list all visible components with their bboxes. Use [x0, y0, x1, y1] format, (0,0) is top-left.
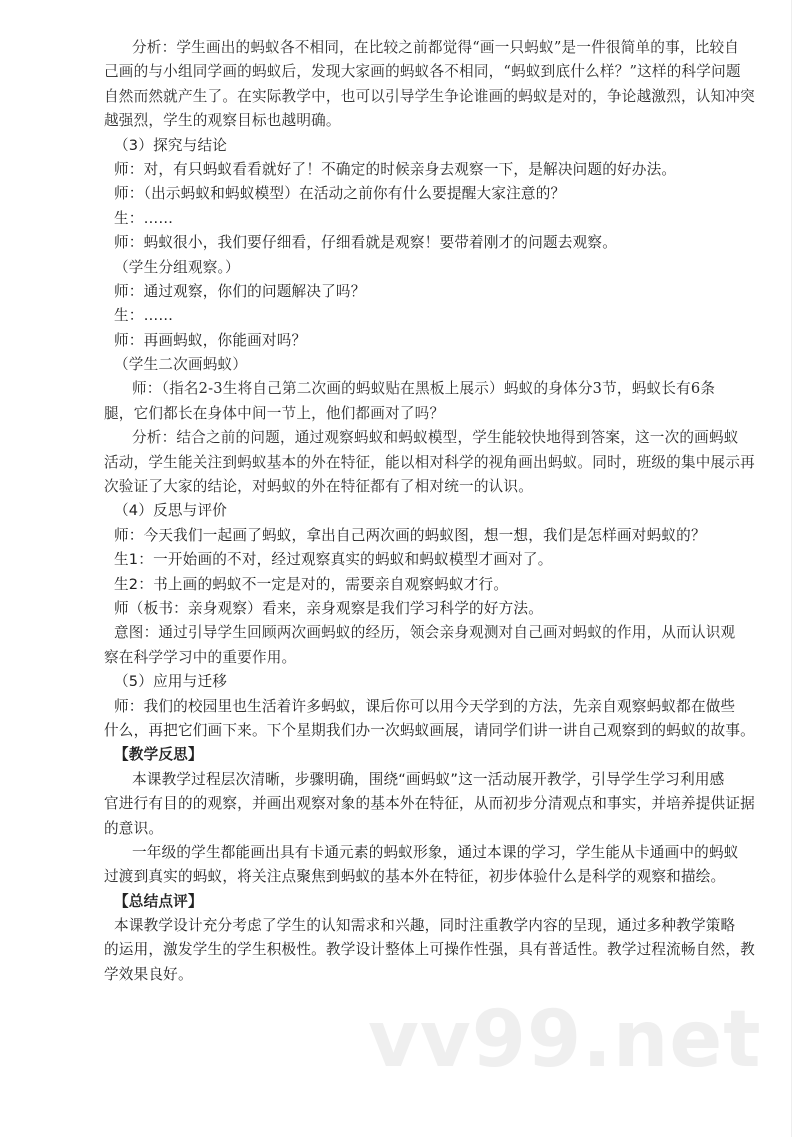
text-line: （5）应用与迁移 — [114, 673, 228, 691]
text-line: 生2：书上画的蚂蚁不一定是对的，需要亲自观察蚂蚁才行。 — [114, 575, 509, 593]
paragraph — [104, 231, 716, 255]
text-line: 师（板书：亲身观察）看来，亲身观察是我们学习科学的好方法。 — [114, 599, 544, 617]
text-line: 官进行有目的的观察，并画出观察对象的基本外在特征，从而初步分清观点和事实，并培养提供证据 — [104, 795, 755, 813]
text-line: 师：我们的校园里也生活着许多蚂蚁，课后你可以用今天学到的方法，先亲自观察蚂蚁都在做些 — [114, 697, 736, 715]
text-line: 生：…… — [114, 209, 174, 227]
document-body — [104, 36, 755, 987]
section-heading — [104, 743, 716, 767]
text-line: 过渡到真实的蚂蚁，将关注点聚焦到蚂蚁的基本外在特征，初步体验什么是科学的观察和描绘。 — [104, 868, 726, 886]
paragraph — [104, 548, 716, 572]
text-line: 师：对，有只蚂蚁看看就好了！不确定的时候亲身去观察一下，是解决问题的好办法。 — [114, 160, 677, 178]
text-line: （4）反思与评价 — [114, 502, 228, 520]
paragraph — [104, 280, 716, 304]
paragraph — [104, 377, 716, 426]
paragraph — [104, 256, 716, 280]
paragraph — [104, 524, 716, 548]
paragraph — [104, 182, 716, 206]
text-line: 师：今天我们一起画了蚂蚁，拿出自己两次画的蚂蚁图，想一想，我们是怎样画对蚂蚁的？ — [114, 526, 706, 544]
text-line: 【总结点评】 — [114, 892, 203, 910]
paragraph — [104, 670, 716, 694]
text-line: 师：蚂蚁很小，我们要仔细看，仔细看就是观察！要带着刚才的问题去观察。 — [114, 234, 617, 252]
text-line: 次验证了大家的结论，对蚂蚁的外在特征都有了相对统一的认识。 — [104, 478, 534, 496]
paragraph — [104, 621, 736, 670]
text-line: 本课教学设计充分考虑了学生的认知需求和兴趣，同时注重教学内容的呈现，通过多种教学策略 — [114, 917, 736, 935]
paragraph — [104, 499, 716, 523]
text-line: 本课教学过程层次清晰，步骤明确，围绕“画蚂蚁”这一活动展开教学，引导学生学习利用感 — [132, 770, 725, 788]
text-line: （3）探究与结论 — [114, 136, 228, 154]
text-line: 什么，再把它们画下来。下个星期我们办一次蚂蚁画展，请同学们讲一讲自己观察到的蚂蚁的故事。 — [104, 721, 755, 739]
text-line: 一年级的学生都能画出具有卡通元素的蚂蚁形象，通过本课的学习，学生能从卡通画中的蚂蚁 — [132, 843, 739, 861]
text-line: 察在科学学习中的重要作用。 — [104, 648, 297, 666]
text-line: 【教学反思】 — [114, 746, 203, 764]
paragraph — [104, 304, 716, 328]
section-heading — [104, 890, 716, 914]
text-line: 分析：结合之前的问题，通过观察蚂蚁和蚂蚁模型，学生能较快地得到答案，这一次的画蚂蚁 — [132, 429, 739, 447]
paragraph — [104, 207, 716, 231]
paragraph — [104, 695, 755, 744]
text-line: 师：通过观察，你们的问题解决了吗？ — [114, 282, 366, 300]
paragraph — [104, 914, 755, 987]
paragraph — [104, 353, 716, 377]
text-line: 活动，学生能关注到蚂蚁基本的外在特征，能以相对科学的视角画出蚂蚁。同时，班级的集中展示再 — [104, 453, 755, 471]
text-line: 生1：一开始画的不对，经过观察真实的蚂蚁和蚂蚁模型才画对了。 — [114, 551, 553, 569]
page-edge — [791, 0, 792, 1137]
text-line: 分析：学生画出的蚂蚁各不相同，在比较之前都觉得“画一只蚂蚁”是一件很简单的事，比较自 — [132, 39, 740, 56]
text-line: 师：（指名2-3生将自己第二次画的蚂蚁贴在黑板上展示）蚂蚁的身体分3节，蚂蚁长有6条 — [132, 380, 716, 398]
text-line: 越强烈，学生的观察目标也越明确。 — [104, 112, 341, 130]
paragraph — [104, 841, 739, 890]
paragraph — [104, 597, 716, 621]
watermark: vv99.net — [368, 995, 762, 1085]
text-line: 自然而然就产生了。在实际教学中，也可以引导学生争论谁画的蚂蚁是对的，争论越激烈，认知冲突 — [104, 87, 755, 105]
paragraph — [104, 36, 755, 134]
text-line: 生：…… — [114, 307, 174, 325]
text-line: 腿，它们都长在身体中间一节上，他们都画对了吗？ — [104, 404, 445, 422]
text-line: （学生分组观察。） — [114, 258, 240, 276]
text-line: 的意识。 — [104, 819, 164, 837]
paragraph — [104, 573, 716, 597]
text-line: 的运用，激发学生的学生积极性。教学设计整体上可操作性强，具有普适性。教学过程流畅自然，教 — [104, 941, 755, 959]
text-line: 己画的与小组同学画的蚂蚁后，发现大家画的蚂蚁各不相同，“蚂蚁到底什么样？”这样的科学问题 — [104, 63, 741, 81]
paragraph — [104, 134, 716, 158]
paragraph — [104, 329, 716, 353]
text-line: 学效果良好。 — [104, 965, 193, 983]
text-line: 意图：通过引导学生回顾两次画蚂蚁的经历，领会亲身观测对自己画对蚂蚁的作用，从而认识观 — [114, 624, 736, 642]
text-line: 师：（出示蚂蚁和蚂蚁模型）在活动之前你有什么要提醒大家注意的？ — [114, 185, 566, 203]
paragraph — [104, 158, 716, 182]
text-line: 师：再画蚂蚁，你能画对吗？ — [114, 331, 307, 349]
text-line: （学生二次画蚂蚁） — [114, 356, 248, 374]
paragraph — [104, 426, 755, 499]
paragraph — [104, 768, 755, 841]
